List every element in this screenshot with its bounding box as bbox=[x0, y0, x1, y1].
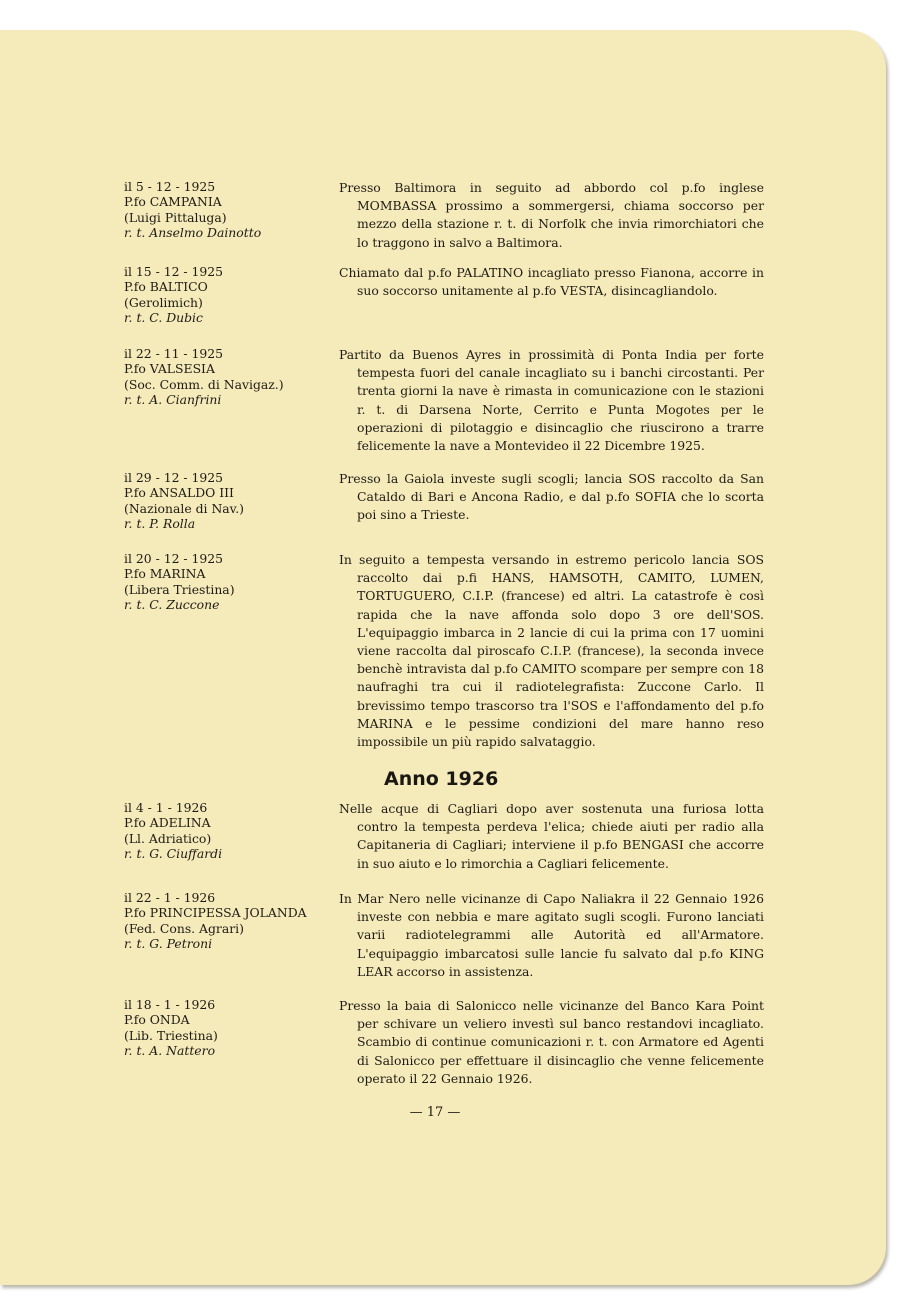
ship-name: P.fo ANSALDO III bbox=[124, 485, 234, 501]
radio-operator: r. t. Anselmo Dainotto bbox=[124, 224, 262, 240]
record-header bbox=[124, 346, 334, 407]
radio-operator: r. t. C. Dubic bbox=[124, 309, 203, 325]
record-header bbox=[124, 800, 334, 861]
ship-name: P.fo PRINCIPESSA JOLANDA bbox=[124, 905, 307, 921]
record-description: In seguito a tempesta versando in estremo pericolo lancia SOS raccolto dai p.fi HANS, HAMSOTH, CAMITO, LUMEN, TORTUGUERO, C.I.P. (francese) ed altri. La catastrofe è così rapida che la nave affonda solo dopo 3 ore dell'SOS. L'equipaggio imbarca in 2 lancie di cui la prima con 17 uomini viene raccolta dal piroscafo C.I.P. (francese), la seconda invece benchè intravista dal p.fo CAMITO scompare per sempre con 18 naufraghi tra cui il radiotelegrafista: Zuccone Carlo. Il brevissimo tempo trascorso tra l'SOS e l'affondamento del p.fo MARINA e le pessime condizioni del mare hanno reso impossibile un più rapido salvataggio. bbox=[339, 552, 764, 750]
record-description: In Mar Nero nelle vicinanze di Capo Naliakra il 22 Gennaio 1926 investe con nebbia e mare agitato sugli scogli. Furono lanciati varii radiotelegrammi alle Autorità ed all'Armatore. L'equipaggio imbarcatosi sulle lancie fu salvato dal p.fo KING LEAR accorso in assistenza. bbox=[339, 891, 764, 979]
ship-name: P.fo VALSESIA bbox=[124, 361, 215, 377]
record-description: Presso la baia di Salonicco nelle vicinanze del Banco Kara Point per schivare un veliero investì sul banco restandovi incagliato. Scambio di continue comunicazioni r. t. con Armatore ed Agenti di Salonicco per effettuare il disincaglio che venne felicemente operato il 22 Gennaio 1926. bbox=[339, 998, 764, 1086]
record-date: il 4 - 1 - 1926 bbox=[124, 800, 208, 815]
ship-name: P.fo ADELINA bbox=[124, 815, 211, 831]
record-description: Presso Baltimora in seguito ad abbordo col p.fo inglese MOMBASSA prossimo a sommergersi, chiama soccorso per mezzo della stazione r. t. di Norfolk che invia rimorchiatori che lo traggono in salvo a Baltimora. bbox=[339, 180, 764, 250]
ship-owner: (Luigi Pittaluga) bbox=[124, 209, 227, 225]
radio-operator: r. t. G. Ciuffardi bbox=[124, 845, 223, 861]
record-description: Chiamato dal p.fo PALATINO incagliato presso Fianona, accorre in suo soccorso unitamente al p.fo VESTA, disincagliandolo. bbox=[339, 265, 764, 299]
ship-name: P.fo CAMPANIA bbox=[124, 194, 222, 210]
record-header bbox=[124, 470, 334, 531]
record-header bbox=[124, 264, 334, 325]
ship-name: P.fo ONDA bbox=[124, 1012, 190, 1028]
record-description: Partito da Buenos Ayres in prossimità di Ponta India per forte tempesta fuori del canale incagliato su i banchi circostanti. Per trenta giorni la nave è rimasta in comunicazione con le stazioni r. t. di Darsena Norte, Cerrito e Punta Mogotes per le operazioni di pilotaggio e disincaglio che riuscirono a trarre felicemente la nave a Montevideo il 22 Dicembre 1925. bbox=[339, 347, 764, 454]
record-date: il 22 - 11 - 1925 bbox=[124, 346, 224, 361]
ship-owner: (Libera Triestina) bbox=[124, 581, 235, 597]
record-date: il 29 - 12 - 1925 bbox=[124, 470, 224, 485]
ship-name: P.fo MARINA bbox=[124, 566, 206, 582]
record-header bbox=[124, 997, 334, 1058]
page-number: — 17 — bbox=[409, 1105, 461, 1120]
radio-operator: r. t. A. Cianfrini bbox=[124, 391, 222, 407]
ship-owner: (Ll. Adriatico) bbox=[124, 830, 212, 846]
radio-operator: r. t. C. Zuccone bbox=[124, 596, 220, 612]
record-date: il 15 - 12 - 1925 bbox=[124, 264, 224, 279]
ship-owner: (Gerolimich) bbox=[124, 294, 203, 310]
record-date: il 18 - 1 - 1926 bbox=[124, 997, 216, 1012]
record-header bbox=[124, 551, 334, 612]
ship-owner: (Lib. Triestina) bbox=[124, 1027, 218, 1043]
record-header bbox=[124, 890, 334, 951]
radio-operator: r. t. G. Petroni bbox=[124, 935, 213, 951]
ship-owner: (Fed. Cons. Agrari) bbox=[124, 920, 244, 936]
year-heading: Anno 1926 bbox=[384, 768, 499, 790]
record-date: il 22 - 1 - 1926 bbox=[124, 890, 216, 905]
ship-name: P.fo BALTICO bbox=[124, 279, 208, 295]
record-date: il 5 - 12 - 1925 bbox=[124, 179, 216, 194]
record-description: Nelle acque di Cagliari dopo aver sostenuta una furiosa lotta contro la tempesta perdeva l'elica; chiede aiuti per radio alla Capitaneria di Cagliari; interviene il p.fo BENGASI che accorre in suo aiuto e lo rimorchia a Cagliari felicemente. bbox=[339, 801, 764, 871]
record-date: il 20 - 12 - 1925 bbox=[124, 551, 224, 566]
record-description: Presso la Gaiola investe sugli scogli; lancia SOS raccolto da San Cataldo di Bari e Ancona Radio, e dal p.fo SOFIA che lo scorta poi sino a Trieste. bbox=[339, 471, 764, 523]
record-header bbox=[124, 179, 334, 240]
radio-operator: r. t. P. Rolla bbox=[124, 515, 196, 531]
ship-owner: (Soc. Comm. di Navigaz.) bbox=[124, 376, 284, 392]
ship-owner: (Nazionale di Nav.) bbox=[124, 500, 244, 516]
radio-operator: r. t. A. Nattero bbox=[124, 1042, 216, 1058]
